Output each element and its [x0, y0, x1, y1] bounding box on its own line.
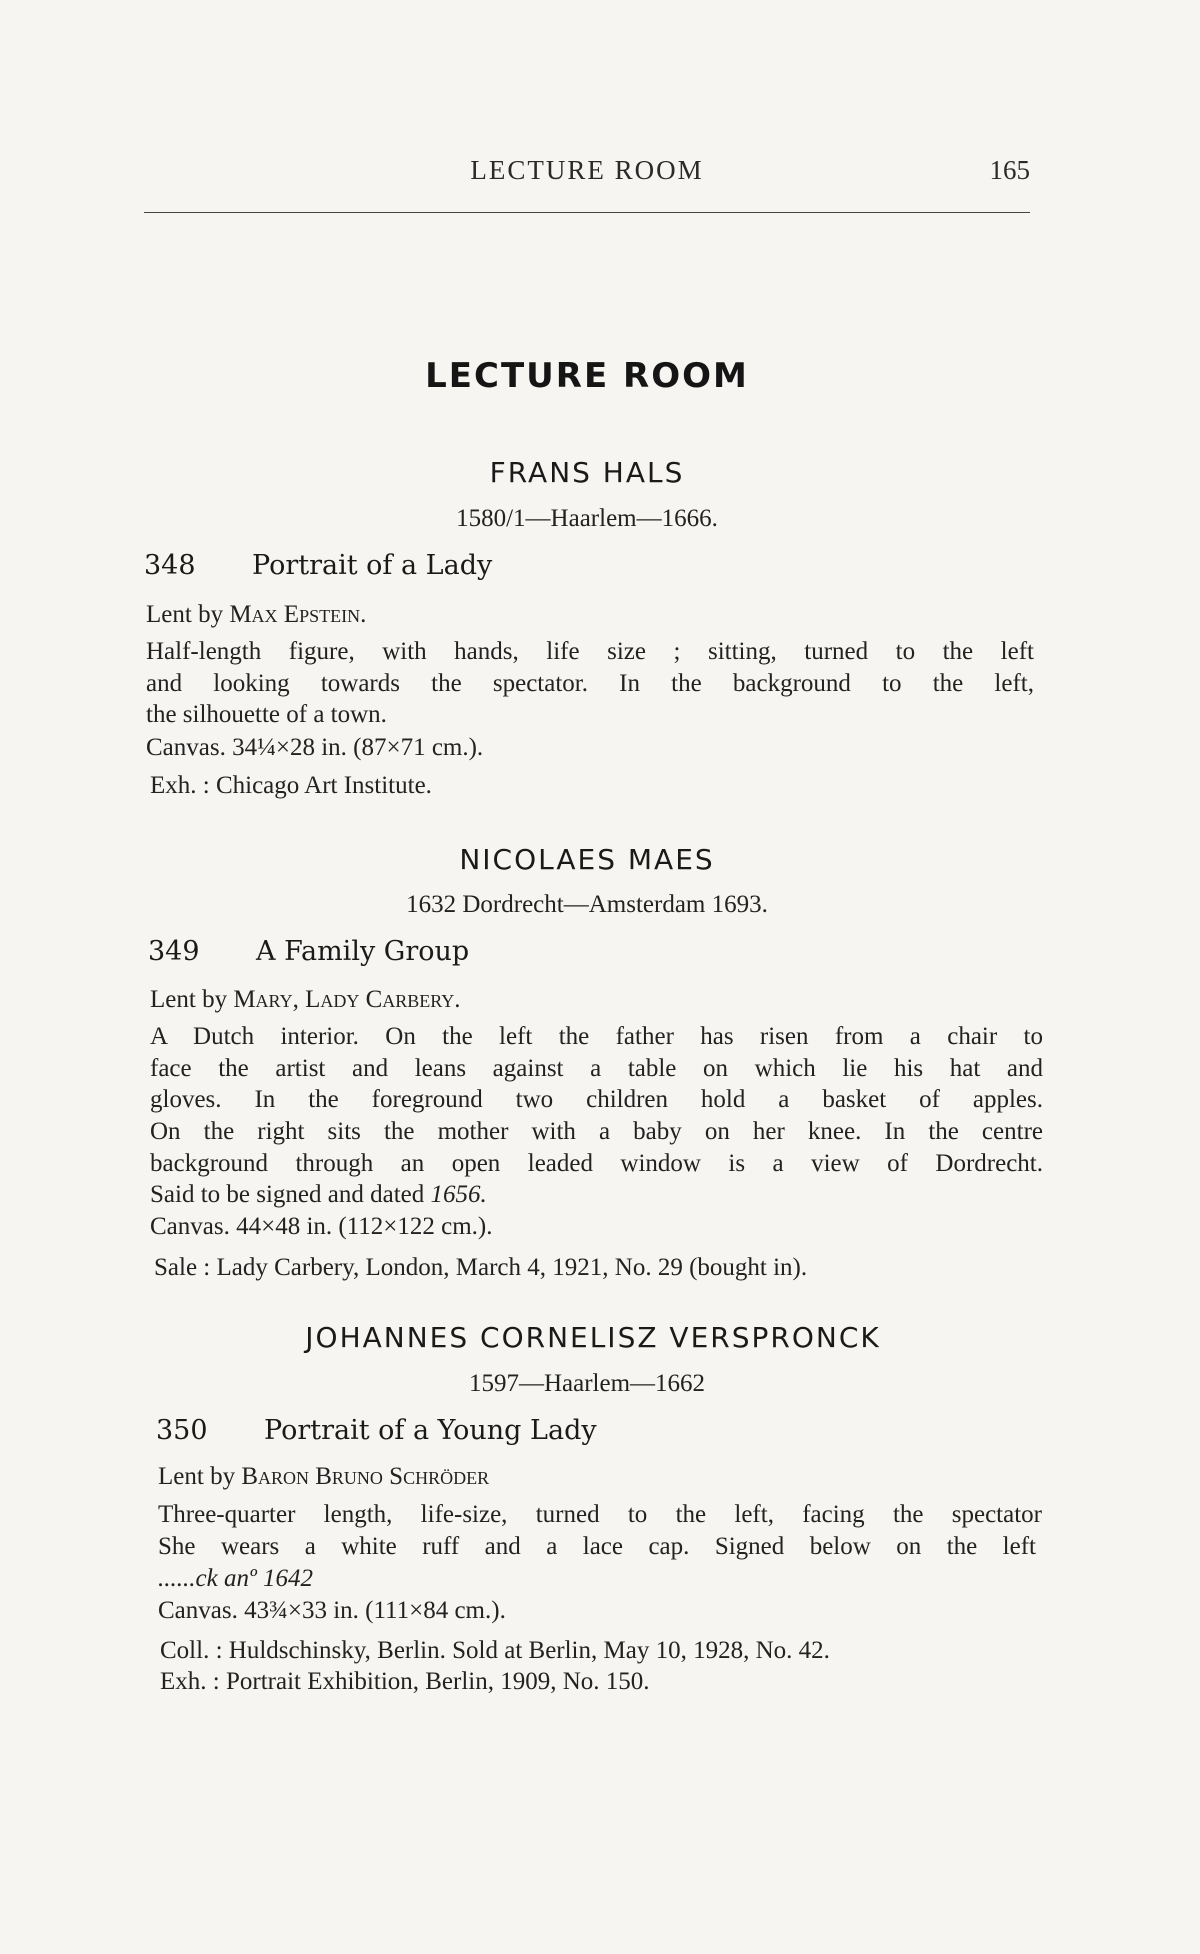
- entry-heading: [144, 550, 492, 581]
- description-line: background through an open leaded window is a view of Dordrecht.: [150, 1150, 1043, 1177]
- sale-line: Sale : Lady Carbery, London, March 4, 1921, No. 29 (bought in).: [154, 1254, 808, 1281]
- lent-by-label: Lent by: [150, 986, 228, 1013]
- exhibition-line: Exh. : Chicago Art Institute.: [150, 772, 432, 799]
- description-line: the silhouette of a town.: [146, 701, 387, 728]
- entry-heading: [148, 936, 469, 967]
- artist-name: JOHANNES CORNELISZ VERSPRONCK: [305, 1321, 881, 1354]
- description-line: Three-quarter length, life-size, turned to the left, facing the spectator: [158, 1501, 1042, 1528]
- running-title: LECTURE ROOM: [470, 155, 704, 185]
- header-rule: [144, 212, 1030, 213]
- artist-dates: 1580/1—Haarlem—1666.: [456, 505, 718, 532]
- artist-name: FRANS HALS: [489, 456, 685, 489]
- lender-line: [158, 1463, 489, 1491]
- page-title: LECTURE ROOM: [425, 356, 749, 396]
- running-header: [144, 155, 1030, 191]
- artist-dates: 1632 Dordrecht—Amsterdam 1693.: [406, 891, 768, 918]
- collection-line: Coll. : Huldschinsky, Berlin. Sold at Berlin, May 10, 1928, No. 42.: [160, 1637, 830, 1664]
- signature-line: [150, 1181, 487, 1209]
- description-line: Half-length figure, with hands, life size ; sitting, turned to the left: [146, 638, 1034, 665]
- signature-date: 1656.: [430, 1181, 487, 1208]
- lender-line: [146, 601, 366, 629]
- description-line: face the artist and leans against a table on which lie his hat and: [150, 1055, 1043, 1082]
- artist-name: NICOLAES MAES: [459, 843, 715, 876]
- entry-heading: [156, 1415, 597, 1446]
- description-line: She wears a white ruff and a lace cap. Signed below on the left: [158, 1533, 1036, 1560]
- lender-name: Baron Bruno Schröder: [241, 1463, 490, 1490]
- entry-number: 350: [156, 1415, 208, 1446]
- canvas-dimensions: Canvas. 34¼×28 in. (87×71 cm.).: [146, 734, 484, 761]
- description-line: On the right sits the mother with a baby on her knee. In the centre: [150, 1118, 1043, 1145]
- entry-title: Portrait of a Lady: [252, 550, 493, 581]
- lent-by-label: Lent by: [158, 1463, 236, 1490]
- canvas-dimensions: Canvas. 43¾×33 in. (111×84 cm.).: [158, 1597, 506, 1624]
- lender-line: [150, 986, 461, 1014]
- lender-name: Mary, Lady Carbery.: [233, 986, 461, 1013]
- exhibition-line: Exh. : Portrait Exhibition, Berlin, 1909, No. 150.: [160, 1668, 650, 1695]
- canvas-dimensions: Canvas. 44×48 in. (112×122 cm.).: [150, 1213, 493, 1240]
- entry-title: A Family Group: [256, 936, 470, 967]
- description-line: gloves. In the foreground two children hold a basket of apples.: [150, 1086, 1043, 1113]
- page-number: 165: [989, 155, 1030, 185]
- entry-number: 349: [148, 936, 200, 967]
- entry-title: Portrait of a Young Lady: [264, 1415, 597, 1446]
- signature-inscription: ......ck anº 1642: [158, 1565, 313, 1592]
- description-line: and looking towards the spectator. In the background to the left,: [146, 670, 1034, 697]
- lender-name: Max Epstein.: [229, 601, 367, 628]
- artist-dates: 1597—Haarlem—1662: [468, 1370, 706, 1397]
- description-line: A Dutch interior. On the left the father has risen from a chair to: [150, 1023, 1043, 1050]
- lent-by-label: Lent by: [146, 601, 224, 628]
- signature-note: Said to be signed and dated: [150, 1181, 425, 1208]
- entry-number: 348: [144, 550, 196, 581]
